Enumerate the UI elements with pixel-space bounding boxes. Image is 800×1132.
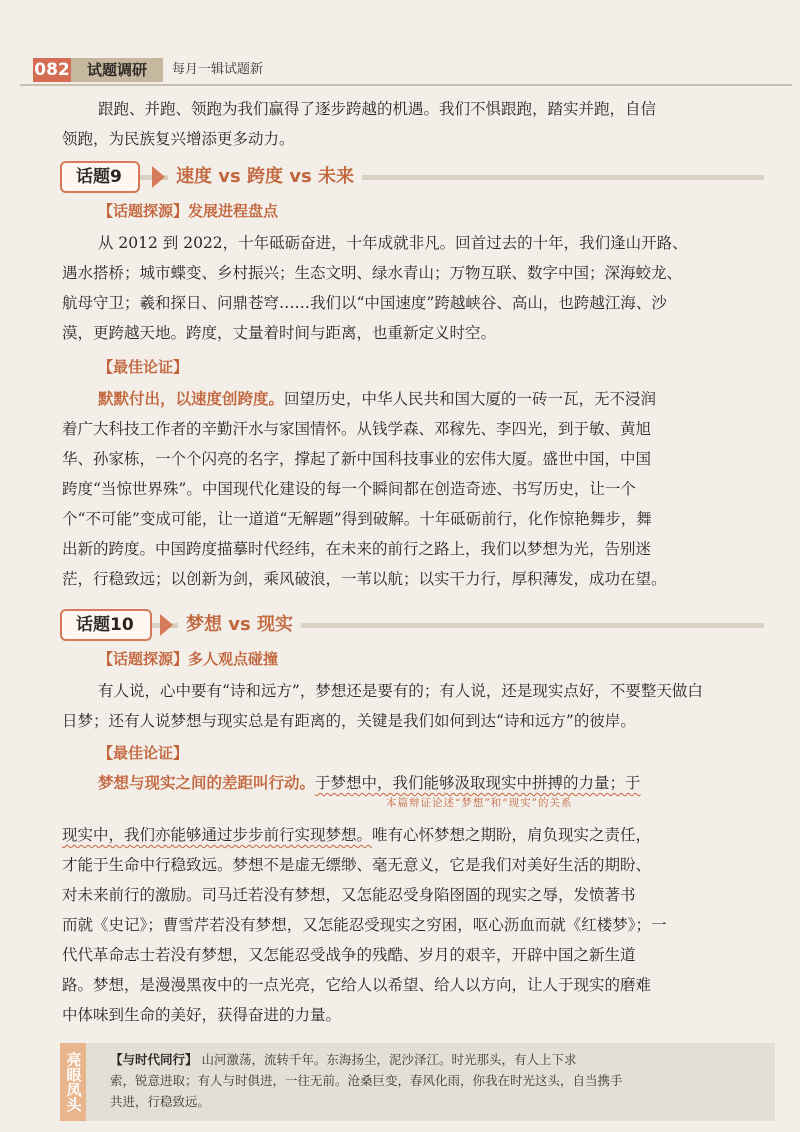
header-divider: [20, 84, 792, 86]
topic-9-explore-line-3: 航母守卫；羲和探日、问鼎苍穹……我们以“中国速度”跨越峡谷、高山，也跨越江海、沙: [62, 294, 667, 312]
topic-9-title: 速度 vs 跨度 vs 未来: [168, 161, 362, 193]
footer-line-3: 共进，行稳致远。: [110, 1094, 211, 1109]
topic-9-argument-first: 回望历史，中华人民共和国大厦的一砖一瓦，无不浸润: [284, 390, 657, 408]
topic-10-argument-line-4: 对未来前行的激励。司马迁若没有梦想，又怎能忍受身陷囹圄的现实之辱，发愤著书: [62, 886, 636, 904]
topic-9-argument-line-5: 个“不可能”变成可能，让一道道“无解题”得到破解。十年砥砺前行，化作惊艳舞步，舞: [62, 510, 652, 528]
topic-9-argument-line-6: 出新的跨度。中国跨度描摹时代经纬，在未来的前行之路上，我们以梦想为光，告别迷: [62, 540, 652, 558]
topic-9-argument-label: 【最佳论证】: [98, 358, 189, 376]
topic-10-argument-line-1: [98, 768, 641, 798]
margin-annotation: 本篇辩证论述“梦想”和“现实”的关系: [386, 797, 573, 809]
topic-10-title: 梦想 vs 现实: [178, 609, 301, 641]
topic-10-argument-wavy-1: 于梦想中，我们能够汲取现实中拼搏的力量；于: [315, 774, 641, 792]
topic-9-argument-line-4: 跨度“当惊世界殊”。中国现代化建设的每一个瞬间都在创造奇迹、书写历史，让一个: [62, 480, 636, 498]
footer-text-1: 山河激荡，流转千年。东海扬尘，泥沙泽江。时光那头，有人上下求: [201, 1052, 577, 1067]
footer-line-1: [110, 1049, 760, 1070]
topic-10-explore-line-1: 有人说，心中要有“诗和远方”，梦想还是要有的；有人说，还是现实点好，不要整天做白: [98, 682, 703, 700]
topic-9-argument-highlight: 默默付出，以速度创跨度。: [98, 390, 285, 408]
topic-9-badge: 话题9: [60, 161, 140, 193]
topic-10-badge: 话题10: [60, 609, 152, 641]
header-subtitle: 每月一辑试题新: [172, 62, 264, 77]
intro-line-1: 跟跑、并跑、领跑为我们赢得了逐步跨越的机遇。我们不惧跟跑，踏实并跑，自信: [98, 100, 657, 118]
topic-10-argument-highlight: 梦想与现实之间的差距叫行动。: [98, 774, 316, 792]
topic-9-explore-tag: 【话题探源】: [98, 202, 189, 220]
topic-9-argument-line-3: 华、孙家栋，一个个闪亮的名字，撑起了新中国科技事业的宏伟大厦。盛世中国，中国: [62, 450, 652, 468]
topic-10-argument-line-6: 代代革命志士若没有梦想，又怎能忍受战争的残酷、岁月的艰辛，开辟中国之新生道: [62, 946, 636, 964]
topic-10-argument-after: 唯有心怀梦想之期盼，肩负现实之责任，: [372, 826, 652, 844]
topic-10-explore-label: [98, 644, 278, 674]
page-number: 082: [34, 60, 70, 80]
footer-label: 【与时代同行】: [110, 1052, 198, 1067]
page-header: [0, 0, 800, 92]
topic-9-argument-line-7: 茫，行稳致远；以创新为剑，乘风破浪，一苇以航；以实干力行，厚积薄发，成功在望。: [62, 570, 667, 588]
topic-9-explore-heading: 发展进程盘点: [188, 202, 279, 220]
topic-9-explore-label: [98, 196, 278, 226]
topic-10-argument-line-2: [62, 820, 651, 850]
topic-10-explore-line-2: 日梦；还有人说梦想与现实总是有距离的，关键是我们如何到达“诗和远方”的彼岸。: [62, 712, 636, 730]
footer-text: [110, 1049, 760, 1112]
topic-10-explore-tag: 【话题探源】: [98, 650, 189, 668]
topic-9-argument-line-1: [98, 384, 656, 414]
topic-9-explore-line-1: 从 2012 到 2022，十年砥砺奋进，十年成就非凡。回首过去的十年，我们逢山开路、: [98, 234, 688, 252]
topic-10-argument-label: 【最佳论证】: [98, 744, 189, 762]
topic-10-header: [60, 608, 764, 642]
topic-10-argument-wavy-2: 现实中，我们亦能够通过步步前行实现梦想。: [62, 826, 373, 844]
footer-side-label: 亮眼凤头: [60, 1043, 86, 1121]
topic-9-explore-line-4: 漠，更跨越天地。跨度，丈量着时间与距离，也重新定义时空。: [62, 324, 497, 342]
topic-10-arrow-icon: [160, 614, 173, 636]
section-title: 试题调研: [71, 58, 163, 82]
topic-9-header: [60, 160, 764, 194]
topic-10-argument-line-7: 路。梦想，是漫漫黑夜中的一点光亮，它给人以希望、给人以方向，让人于现实的磨难: [62, 976, 652, 994]
topic-10-argument-line-5: 而就《史记》；曹雪芹若没有梦想，又怎能忍受现实之穷困，呕心沥血而就《红楼梦》；一: [62, 916, 667, 934]
topic-10-argument-line-8: 中体味到生命的美好，获得奋进的力量。: [62, 1006, 342, 1024]
topic-10-explore-heading: 多人观点碰撞: [188, 650, 279, 668]
topic-9-stripe: [60, 175, 764, 180]
footer-line-2: 索，锐意进取；有人与时俱进，一往无前。沧桑巨变，春风化雨，你我在时光这头，自当携手: [110, 1073, 623, 1088]
topic-9-argument-line-2: 着广大科技工作者的辛勤汗水与家国情怀。从钱学森、邓稼先、李四光，到于敏、黄旭: [62, 420, 652, 438]
intro-line-2: 领跑，为民族复兴增添更多动力。: [62, 130, 295, 148]
topic-10-argument-line-3: 才能于生命中行稳致远。梦想不是虚无缥缈、毫无意义，它是我们对美好生活的期盼、: [62, 856, 652, 874]
topic-9-explore-line-2: 遇水搭桥；城市蝶变、乡村振兴；生态文明、绿水青山；万物互联、数字中国；深海蛟龙、: [62, 264, 683, 282]
topic-9-arrow-icon: [152, 166, 165, 188]
